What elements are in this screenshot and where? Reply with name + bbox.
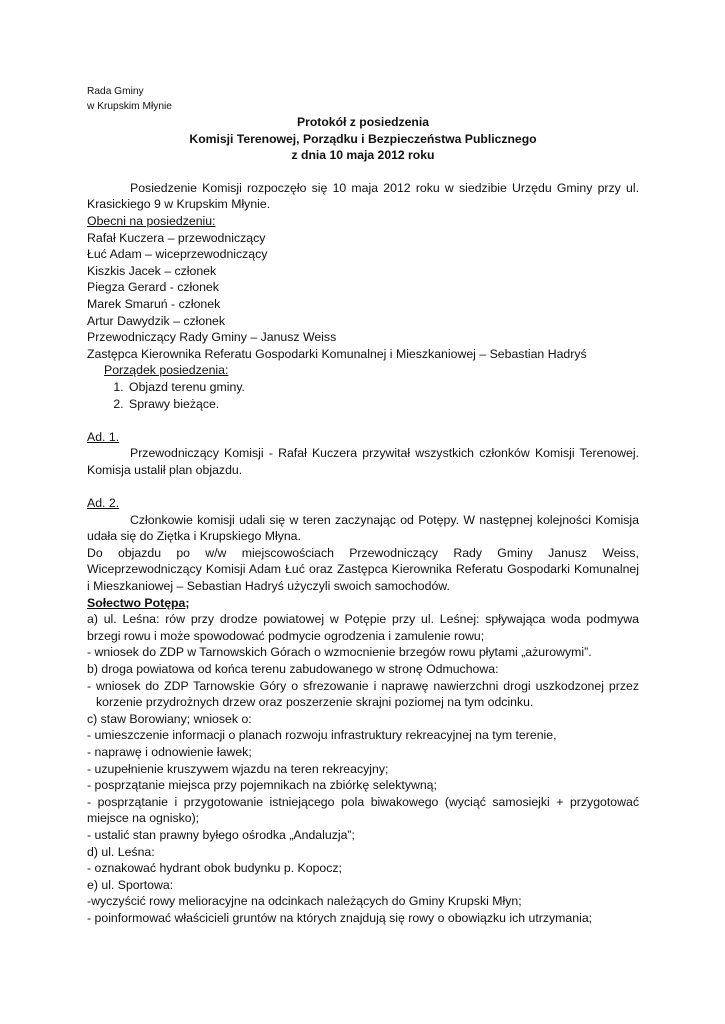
intro-paragraph: Posiedzenie Komisji rozpoczęło się 10 maja 2012 roku w siedzibie Urzędu Gminy przy ul. Krasickiego 9 w Krupskim Młynie. bbox=[87, 180, 639, 212]
list-item: - posprzątanie i przygotowanie istniejącego pola biwakowego (wyciąć samosiejki + przygotować miejsce na ognisko); bbox=[87, 794, 639, 826]
list-item: - umieszczenie informacji o planach rozwoju infrastruktury rekreacyjnej na tym terenie, bbox=[87, 728, 557, 743]
list-item: e) ul. Sportowa: bbox=[87, 877, 174, 892]
document-body bbox=[87, 84, 639, 927]
agenda-item: 1. Objazd terenu gminy. bbox=[127, 379, 639, 396]
attendee: Piegza Gerard - członek bbox=[87, 280, 219, 295]
list-item: - oznakować hydrant obok budynku p. Kopocz; bbox=[87, 861, 342, 876]
title-line-3: z dnia 10 maja 2012 roku bbox=[291, 148, 435, 163]
list-item: - ustalić stan prawny byłego ośrodka „Andaluzja”; bbox=[87, 827, 355, 842]
attendee: Marek Smaruń - członek bbox=[87, 296, 221, 311]
list-item: - wniosek do ZDP Tarnowskie Góry o sfrezowanie i naprawę nawierzchni drogi uszkodzonej przez korzenie przydrożnych drzew oraz poszerzenie skrajni poziomej na tym odcinku. bbox=[87, 678, 639, 710]
list-item: - naprawę i odnowienie ławek; bbox=[87, 744, 252, 759]
attendee: Rafał Kuczera – przewodniczący bbox=[87, 230, 266, 245]
agenda-item: 2. Sprawy bieżące. bbox=[127, 396, 639, 413]
attendee: Zastępca Kierownika Referatu Gospodarki Komunalnej i Mieszkaniowej – Sebastian Hadryś bbox=[87, 346, 587, 361]
ad1-heading: Ad. 1. bbox=[87, 429, 120, 444]
list-item: d) ul. Leśna: bbox=[87, 844, 155, 859]
ad2-heading: Ad. 2. bbox=[87, 496, 120, 511]
list-item: - uzupełnienie kruszywem wjazdu na teren rekreacyjny; bbox=[87, 761, 389, 776]
list-item: a) ul. Leśna: rów przy drodze powiatowej w Potępie przy ul. Leśnej: spływająca woda podmywa brzegi rowu i może spowodować podmycie ogrodzenia i zamulenie rowu; bbox=[87, 612, 639, 643]
org-name: Rada Gminy bbox=[87, 86, 144, 97]
list-item: b) droga powiatowa od końca terenu zabudowanego w stronę Odmuchowa: bbox=[87, 662, 499, 676]
list-item: - poinformować właścicieli gruntów na których znajdują się rowy o obowiązku ich utrzymania; bbox=[87, 910, 593, 925]
ad2-paragraph-2: Do objazdu po w/w miejscowościach Przewodniczący Rady Gminy Janusz Weiss, Wiceprzewodniczący Komisji Adam Łuć oraz Zastępca Kierownika Referatu Gospodarki Komunalnej i Mieszkaniowej – Sebastian Hadryś użyczyli swoich samochodów. bbox=[87, 545, 639, 594]
org-location: w Krupskim Młynie bbox=[87, 101, 172, 112]
list-item: -wyczyścić rowy melioracyjne na odcinkach należących do Gminy Krupski Młyn; bbox=[87, 894, 522, 909]
list-item: c) staw Borowiany; wniosek o: bbox=[87, 711, 252, 726]
ad1-text: Przewodniczący Komisji - Rafał Kuczera przywitał wszystkich członków Komisji Terenowej. Komisja ustalił plan objazdu. bbox=[87, 446, 639, 477]
agenda-label: Porządek posiedzenia: bbox=[104, 363, 229, 378]
agenda-list bbox=[87, 379, 639, 412]
attendee: Przewodniczący Rady Gminy – Janusz Weiss bbox=[87, 330, 337, 345]
agenda-label-row bbox=[87, 362, 639, 379]
list-item: - wniosek do ZDP w Tarnowskich Górach o wzmocnienie brzegów rowu płytami „ażurowymi”. bbox=[87, 645, 592, 660]
attendees-label: Obecni na posiedzeniu: bbox=[87, 213, 216, 228]
title-line-2: Komisji Terenowej, Porządku i Bezpieczeństwa Publicznego bbox=[189, 131, 537, 146]
title-line-1: Protokół z posiedzenia bbox=[296, 115, 430, 129]
attendee: Artur Dawydzik – członek bbox=[87, 313, 226, 328]
attendee: Łuć Adam – wiceprzewodniczący bbox=[87, 247, 268, 262]
solectwo-heading: Sołectwo Potępa; bbox=[87, 595, 190, 610]
attendee: Kiszkis Jacek – członek bbox=[87, 263, 217, 278]
list-item: - posprzątanie miejsca przy pojemnikach na zbiórkę selektywną; bbox=[87, 778, 437, 793]
ad2-paragraph-1: Członkowie komisji udali się w teren zaczynając od Potępy. W następnej kolejności Komisja udała się do Ziętka i Krupskiego Młyna. bbox=[87, 512, 639, 544]
